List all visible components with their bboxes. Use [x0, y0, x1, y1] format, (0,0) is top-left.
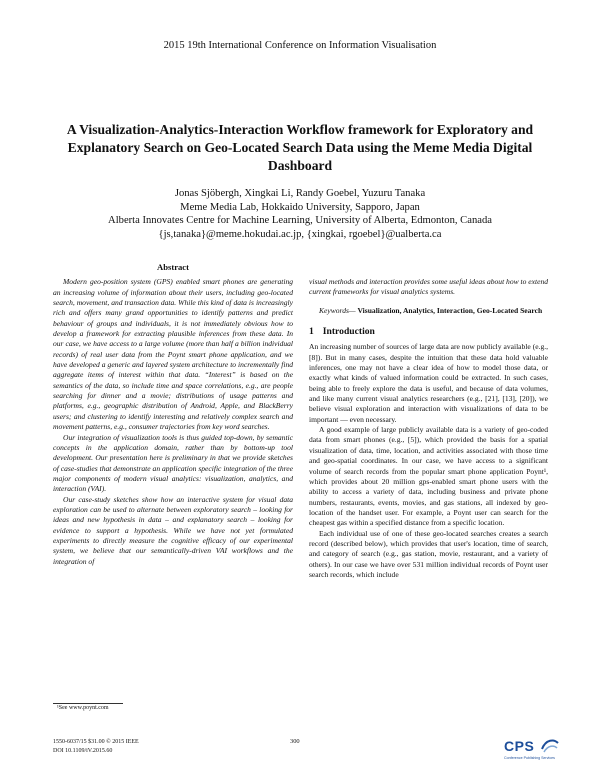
intro-paragraph-3: Each individual use of one of these geo-located searches creates a search record (described below), which provides that user's location, time of search, and category of search (e.g., gas station, movie, restaurant, and a variety of others). In our case we have over 531 million individual records of Poynt user search records, which include	[309, 528, 548, 579]
copyright-block	[53, 738, 139, 755]
keywords-text: Visualization, Analytics, Interaction, Geo-Located Search	[357, 305, 543, 315]
section-title: Introduction	[322, 326, 375, 338]
keywords-label: Keywords—	[319, 305, 356, 315]
issn-line: 1550-6037/15 $31.00 © 2015 IEEE	[53, 739, 139, 745]
section-number: 1	[309, 326, 314, 338]
abstract-paragraph-3: Our case-study sketches show how an interactive system for visual data exploration can be used to alternate between exploratory search – looking for ideas and new hypothesis in data – and explanatory search – looking for evidence to support a hypothesis. While we have not yet formulated experiments to directly measure the cognitive efficacy of our experimental system, we believe that our semantically-driven VAI workflows and the integration of	[53, 494, 293, 566]
abstract-paragraph-2: Our integration of visualization tools is thus guided top-down, by semantic concepts in the application domain, rather than by bottom-up tool development. Our presentation here is preliminary in that we provide sketches of case-studies that demonstrate an application specific integration of the three major components of modern visual analytics: visualization, analytics, and interaction (VAI).	[53, 432, 293, 494]
affiliation-1: Meme Media Lab, Hokkaido University, Sapporo, Japan	[180, 201, 420, 213]
footnote: ¹See www.poynt.com	[57, 705, 109, 711]
paper-title: A Visualization-Analytics-Interaction Workflow framework for Exploratory and Explanatory Search on Geo-Located Search Data using the Meme Media Digital Dashboard	[66, 122, 534, 173]
conference-header: 2015 19th International Conference on Information Visualisation	[163, 40, 437, 51]
abstract-paragraph-1: Modern geo-position system (GPS) enabled smart phones are generating an increasing volume of information about their users, including geo-located search, movement, and transaction data. While this kind of data is increasingly rich and offers many grand opportunities to identify patterns and predict behaviour of groups and individuals, it is not immediately obvious how to develop a framework for extracting plausible inferences from these data. In our case, we have access to a large volume (more than half a billion individual records) of real user data from the Poynt smart phone application, and we have developed a generic and layered system architecture to incrementally find aggregate items of interest within that data. “Interest” is based on the semantics of the data, so include time and space correlations, e.g., are people searching for dinner and a movie; distributions of usage patterns and platforms, e.g., geographic distribution of Android, Apple, and BlackBerry users; and clustering to identify interesting and relatively complex search and movement patterns, e.g., consumer trajectories from key word searches.	[53, 277, 293, 432]
section-heading-introduction	[309, 327, 548, 337]
cps-logo-subtitle: Conference Publishing Services	[504, 756, 555, 760]
intro-paragraph-1: An increasing number of sources of large data are now publicly available (e.g., [8]). But in many cases, despite the intuition that these data hold valuable inferences, one may not have a clear idea of how to model those data, or exactly what kinds of valued information could be extracted. In such cases, being able to freely explore the data is useful, and because of data volumes, and like many current visual analytics researchers (e.g., [21], [13], [20]), we believe visual exploration and interaction with visualizations of data to be important — even necessary.	[309, 342, 548, 424]
cps-swirl-icon	[540, 737, 560, 755]
page-number: 300	[290, 738, 300, 745]
right-column	[309, 277, 548, 580]
abstract-heading: Abstract	[157, 262, 189, 272]
keywords	[309, 306, 548, 316]
left-column	[53, 262, 293, 567]
footnote-rule	[53, 703, 123, 704]
cps-logo	[502, 737, 562, 765]
abstract-paragraph-3-continued: visual methods and interaction provides some useful ideas about how to extend current frameworks for visual analytics systems.	[309, 277, 548, 297]
author-emails: {js,tanaka}@meme.hokudai.ac.jp, {xingkai, rgoebel}@ualberta.ca	[158, 228, 442, 240]
doi-line: DOI 10.1109/iV.2015.60	[53, 747, 113, 754]
intro-paragraph-2: A good example of large publicly available data is a variety of geo-coded data from smart phones (e.g., [5]), which provided the basis for a spatial visualization of data, time, location, and activities associated with those time and geo-spatial coordinates. In our case, we have access to a significant volume of search records from the popular smart phone application Poynt¹, which provides about 20 million gps-enabled smart phone users with the ability to access a variety of data, including business and private phone numbers, restaurants, events, movies, and gas stations, all indexed by geo-location of the handset user. For example, a Poynt user can search for the cheapest gas within a specified distance from a specific location.	[309, 425, 548, 528]
cps-logo-text: CPS	[504, 738, 535, 754]
author-block	[40, 187, 560, 241]
author-names: Jonas Sjöbergh, Xingkai Li, Randy Goebel, Yuzuru Tanaka	[174, 188, 426, 199]
affiliation-2: Alberta Innovates Centre for Machine Learning, University of Alberta, Edmonton, Canada	[108, 215, 492, 226]
